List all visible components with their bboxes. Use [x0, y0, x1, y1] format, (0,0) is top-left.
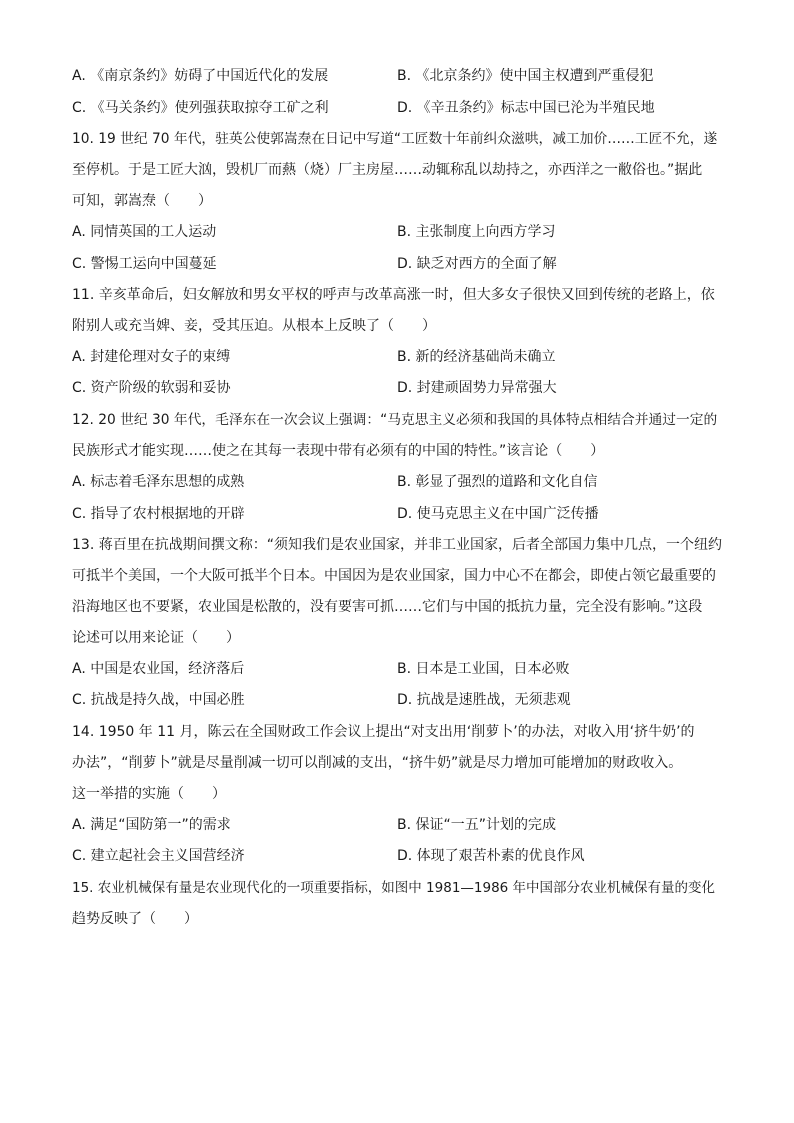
q10-option-d[interactable]: D. 缺乏对西方的全面了解 [397, 256, 557, 272]
q14-option-b[interactable]: B. 保证“一五”计划的完成 [397, 817, 557, 833]
q9-option-c[interactable]: C. 《马关条约》使列强获取掠夺工矿之利 [72, 100, 329, 116]
q14-option-a[interactable]: A. 满足“国防第一”的需求 [72, 817, 231, 833]
q14-stem-line-1: 14. 1950 年 11 月，陈云在全国财政工作会议上提出“对支出用‘削萝卜’的办法，对收入用‘挤牛奶’的 [72, 724, 695, 740]
q13-option-a[interactable]: A. 中国是农业国，经济落后 [72, 661, 245, 677]
q12-stem-line-2: 民族形式才能实现……使之在其每一表现中带有必须有的中国的特性。”该言论（ ） [72, 443, 605, 459]
q10-option-b[interactable]: B. 主张制度上向西方学习 [397, 224, 556, 240]
q13-stem-line-3: 沿海地区也不要紧，农业国是松散的，没有要害可抓……它们与中国的抵抗力量，完全没有影响。”这段 [72, 599, 703, 615]
q10-stem-line-2: 至停机。于是工匠大汹，毁机厂而爇（烧）厂主房屋……动辄称乱以劫持之，亦西洋之一敝俗也。”据此 [72, 162, 703, 178]
q14-option-c[interactable]: C. 建立起社会主义国营经济 [72, 848, 245, 864]
q11-option-b[interactable]: B. 新的经济基础尚未确立 [397, 349, 556, 365]
q11-option-d[interactable]: D. 封建顽固势力异常强大 [397, 380, 557, 396]
q13-option-b[interactable]: B. 日本是工业国，日本必败 [397, 661, 570, 677]
q12-option-a[interactable]: A. 标志着毛泽东思想的成熟 [72, 474, 245, 490]
q15-stem-line-1: 15. 农业机械保有量是农业现代化的一项重要指标，如图中 1981—1986 年中国部分农业机械保有量的变化 [72, 880, 716, 896]
q10-stem-line-3: 可知，郭嵩焘（ ） [72, 193, 212, 209]
q12-option-c[interactable]: C. 指导了农村根据地的开辟 [72, 506, 245, 522]
q9-option-d[interactable]: D. 《辛丑条约》标志中国已沦为半殖民地 [397, 100, 655, 116]
q13-stem-line-2: 可抵半个美国，一个大阪可抵半个日本。中国因为是农业国家，国力中心不在都会，即使占领它最重要的 [72, 568, 716, 584]
q10-stem-line-1: 10. 19 世纪 70 年代，驻英公使郭嵩焘在日记中写道“工匠数十年前纠众滋哄，减工加价……工匠不允，遂 [72, 131, 718, 147]
q13-stem-line-1: 13. 蒋百里在抗战期间撰文称：“须知我们是农业国家，并非工业国家，后者全部国力集中几点，一个纽约 [72, 537, 722, 553]
q14-stem-line-3: 这一举措的实施（ ） [72, 786, 226, 802]
q10-option-a[interactable]: A. 同情英国的工人运动 [72, 224, 217, 240]
q12-stem-line-1: 12. 20 世纪 30 年代，毛泽东在一次会议上强调：“马克思主义必须和我国的具体特点相结合并通过一定的 [72, 412, 718, 428]
q11-option-c[interactable]: C. 资产阶级的软弱和妥协 [72, 380, 231, 396]
q15-stem-line-2: 趋势反映了（ ） [72, 911, 198, 927]
q12-option-b[interactable]: B. 彰显了强烈的道路和文化自信 [397, 474, 598, 490]
q9-option-a[interactable]: A. 《南京条约》妨碍了中国近代化的发展 [72, 68, 329, 84]
q11-option-a[interactable]: A. 封建伦理对女子的束缚 [72, 349, 231, 365]
q13-option-c[interactable]: C. 抗战是持久战，中国必胜 [72, 692, 245, 708]
q11-stem-line-1: 11. 辛亥革命后，妇女解放和男女平权的呼声与改革高涨一时，但大多女子很快又回到传统的老路上，依 [72, 287, 715, 303]
q13-stem-line-4: 论述可以用来论证（ ） [72, 630, 240, 646]
q9-option-b[interactable]: B. 《北京条约》使中国主权遭到严重侵犯 [397, 68, 654, 84]
q11-stem-line-2: 附别人或充当婢、妾，受其压迫。从根本上反映了（ ） [72, 318, 436, 334]
q13-option-d[interactable]: D. 抗战是速胜战，无须悲观 [397, 692, 571, 708]
q10-option-c[interactable]: C. 警惕工运向中国蔓延 [72, 256, 217, 272]
q14-stem-line-2: 办法”，“削萝卜”就是尽量削减一切可以削减的支出，“挤牛奶”就是尽力增加可能增加的财政收入。 [72, 755, 683, 771]
q12-option-d[interactable]: D. 使马克思主义在中国广泛传播 [397, 506, 599, 522]
q14-option-d[interactable]: D. 体现了艰苦朴素的优良作风 [397, 848, 585, 864]
